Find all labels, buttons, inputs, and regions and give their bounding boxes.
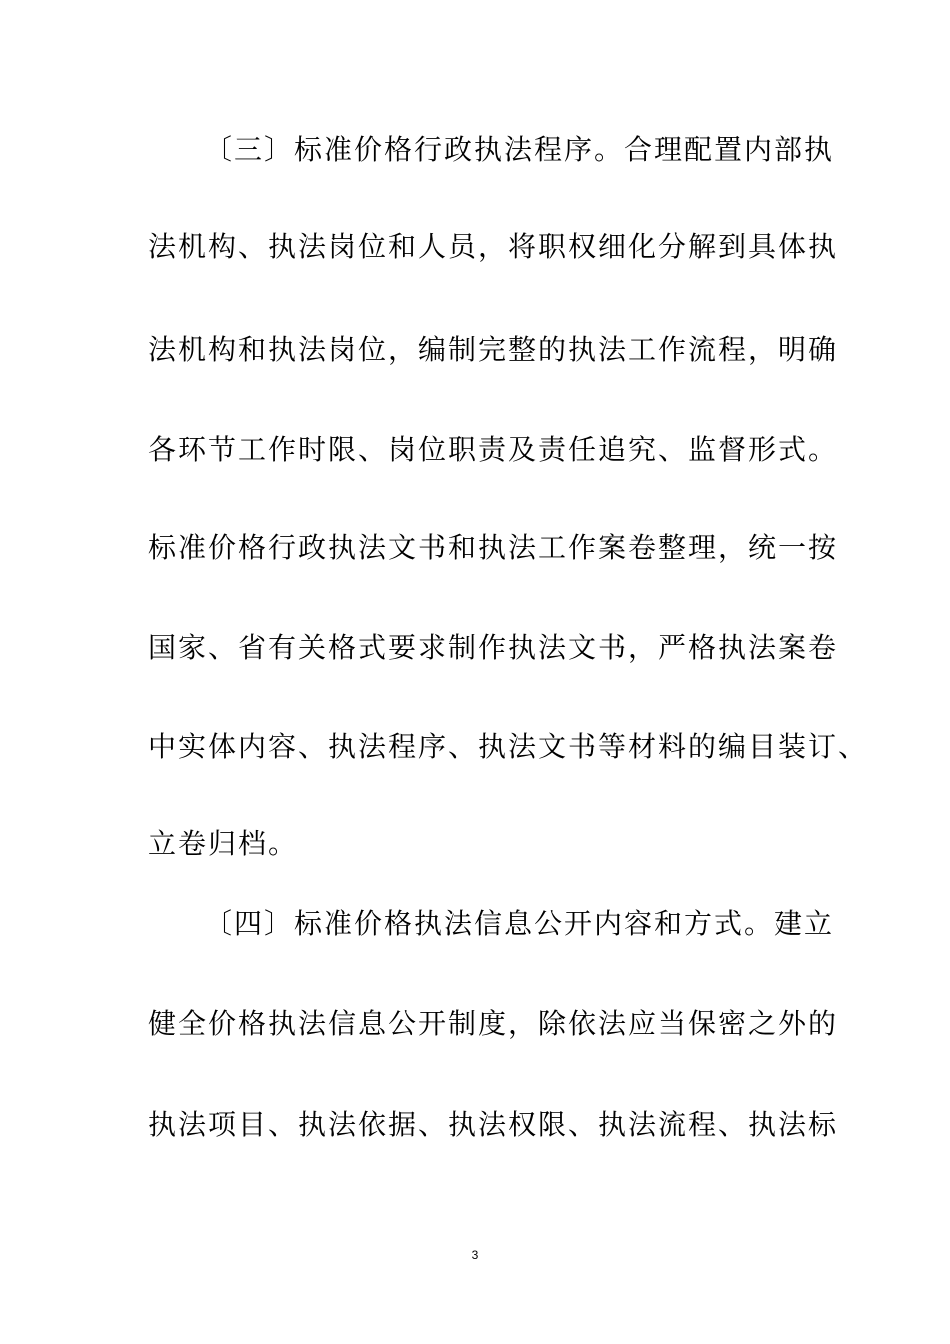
paragraph-3-line-4: 各环节工作时限、岗位职责及责任追究、监督形式。 [148, 433, 839, 466]
paragraph-3-line-2: 法机构、执法岗位和人员，将职权细化分解到具体执 [148, 230, 839, 263]
page-number: 3 [471, 1248, 479, 1262]
paragraph-3-line-7: 中实体内容、执法程序、执法文书等材料的编目装订、 [148, 730, 869, 763]
paragraph-3-line-1: 〔三〕标准价格行政执法程序。合理配置内部执 [204, 133, 835, 166]
paragraph-3-line-8: 立卷归档。 [148, 827, 299, 860]
paragraph-4-line-3: 执法项目、执法依据、执法权限、执法流程、执法标 [148, 1108, 839, 1141]
paragraph-3-line-5: 标准价格行政执法文书和执法工作案卷整理，统一按 [148, 531, 839, 564]
paragraph-4-line-2: 健全价格执法信息公开制度，除依法应当保密之外的 [148, 1007, 839, 1040]
paragraph-4-line-1: 〔四〕标准价格执法信息公开内容和方式。建立 [204, 907, 835, 940]
paragraph-3-line-6: 国家、省有关格式要求制作执法文书，严格执法案卷 [148, 631, 839, 664]
paragraph-3-line-3: 法机构和执法岗位，编制完整的执法工作流程，明确 [148, 333, 839, 366]
